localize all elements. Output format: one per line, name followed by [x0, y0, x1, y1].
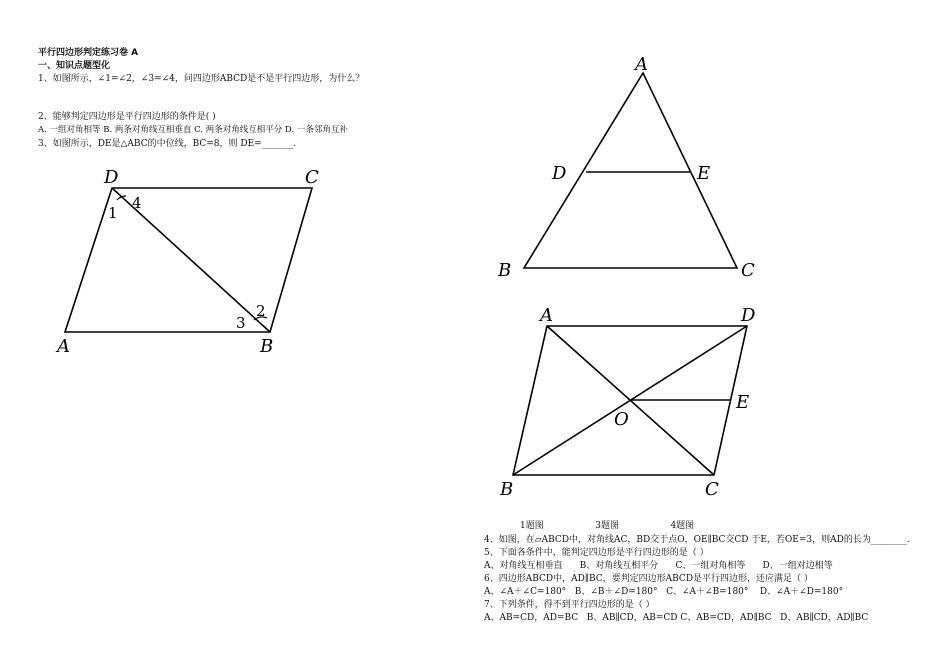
fig1-angle-1: 1 [108, 204, 118, 222]
fig4-label-O: O [614, 409, 629, 430]
question-1: 1、如图所示，∠1=∠2，∠3=∠4，问四边形ABCD是不是平行四边形，为什么？ [38, 74, 365, 84]
figure-1-parallelogram [65, 188, 312, 332]
figure-captions: 1题图 3题图 4题图 [520, 521, 695, 531]
fig4-label-C: C [705, 479, 719, 500]
question-5: 5、下面各条件中，能判定四边形是平行四边形的是（ ） [484, 548, 709, 558]
fig1-angle-4: 4 [132, 194, 142, 212]
question-3: 3、如图所示，DE是△ABC的中位线，BC=8，则 DE=_______. [38, 139, 297, 149]
fig1-label-D: D [104, 167, 119, 188]
question-2: 2、能够判定四边形是平行四边形的条件是( ) [38, 112, 216, 122]
fig4-label-D: D [741, 305, 756, 326]
question-6: 6、四边形ABCD中，AD∥BC，要判定四边形ABCD是平行四边形，还应满足（ ） [484, 574, 813, 584]
fig3-label-B: B [498, 260, 512, 281]
fig1-angle-3: 3 [236, 314, 246, 332]
question-6-options: A、∠A＋∠C=180° B、∠B＋∠D=180° C、∠A＋∠B=180° D、∠A＋∠D=180° [484, 587, 844, 597]
fig1-label-B: B [260, 336, 274, 357]
fig4-label-E: E [736, 392, 750, 413]
fig3-label-A: A [635, 54, 648, 75]
fig1-angle-2: 2 [256, 302, 266, 320]
fig1-label-A: A [57, 336, 70, 357]
fig4-label-B: B [500, 479, 514, 500]
fig4-label-A: A [540, 305, 553, 326]
question-5-options: A、对角线互相垂直 B、对角线互相平分 C、一组对角相等 D、一组对边相等 [484, 561, 833, 571]
fig3-label-D: D [552, 163, 567, 184]
question-7-options: A、AB=CD，AD=BC B、AB∥CD，AB=CD C、AB=CD，AD∥BC D、AB∥CD，AD∥BC [484, 613, 869, 623]
fig3-label-C: C [741, 260, 755, 281]
question-4: 4、如图，在▱ABCD中，对角线AC，BD交于点O，OE∥BC交CD 于E，若OE=3，则AD的长为________. [484, 535, 910, 545]
fig1-label-C: C [305, 167, 319, 188]
question-7: 7、下列条件，得不到平行四边形的是（ ） [484, 600, 655, 610]
fig3-label-E: E [697, 163, 711, 184]
question-2-options: A. 一组对角相等 B. 两条对角线互相垂直 C. 两条对角线互相平分 D. 一条邻角互补 [38, 125, 348, 135]
worksheet-title: 平行四边形判定练习卷 A [38, 48, 139, 58]
section-heading: 一、知识点题型化 [38, 61, 111, 71]
figure-4-parallelogram [513, 326, 750, 475]
